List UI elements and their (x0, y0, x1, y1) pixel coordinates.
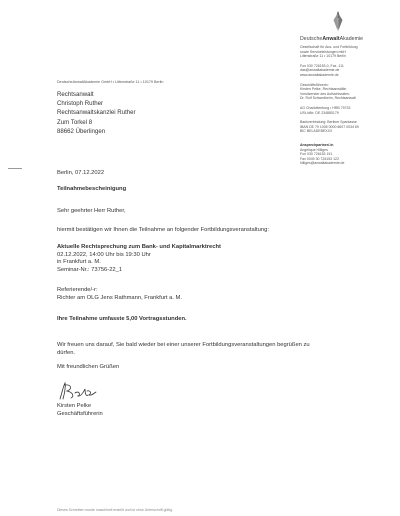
letter-date: Berlin, 07.12.2022 (57, 170, 105, 176)
company-contact-block: Fon 030 726153-0, Fax -111 das@anwaltakademie.de www.anwaltakademie.de (300, 63, 344, 77)
brand-name: DeutscheAnwaltAkademie (300, 36, 364, 42)
contact-person-block: Ansprechpartner/-in Angelique Hilliges Fon 030 726153 191 Fax 0049 30 726153 122 hilliges@anwaltakademie.de (300, 142, 345, 166)
speaker-block (57, 287, 297, 302)
signer-title: Geschäftsführerin (57, 410, 103, 417)
company-management-block: Geschäftsführerin: Kirsten Pelke, Rechtsanwältin Vorsitzender des Aufsichtsrates: Dr. Rolf Schwedhelm, Rechtsanwalt (300, 82, 356, 101)
company-register-block: AG Charlottenburg • HRB 79733 USt-IdNr. DE 234880179 (300, 105, 351, 115)
course-location: in Frankfurt a. M. (57, 259, 101, 266)
company-address-block: Gesellschaft für Aus- und Fortbildung sowie Serviceleistungen mbH Littenstraße 11 • 10179 Berlin (300, 45, 358, 59)
letter-greeting: Sehr geehrter Herr Ruther, (57, 208, 126, 214)
course-details (57, 244, 297, 274)
company-info-sidebar (300, 45, 392, 166)
footer-note: Dieses Schreiben wurde maschinell erstellt und ist ohne Unterschrift gültig. (57, 508, 173, 512)
course-title: Aktuelle Rechtsprechung zum Bank- und Kapitalmarktrecht (57, 244, 221, 250)
course-date: 02.12.2022, 14:00 Uhr bis 19:30 Uhr (57, 251, 151, 258)
letter-outro: Wir freuen uns darauf, Sie bald wieder bei einer unserer Fortbildungsveranstaltungen begrüßen zu dürfen. (57, 342, 310, 356)
quill-icon (330, 10, 346, 34)
signer-block (57, 403, 103, 418)
company-bank-block: Bankverbindung: Berliner Sparkasse IBAN DE 79 1005 0000 6607 0034 69 BIC BELADEBEXXX (300, 120, 359, 134)
speaker-value: Richter am OLG Jens Rathmann, Frankfurt a. M. (57, 294, 182, 301)
sender-return-line: DeutscheAnwaltAkademie GmbH • Littenstraße 11 • 10179 Berlin (57, 80, 164, 84)
letter-closing: Mit freundlichen Grüßen (57, 364, 120, 370)
recipient-address: Rechtsanwalt Christoph Ruther Rechtsanwaltskanzlei Ruther Zum Torkel 8 88662 Überlingen (57, 91, 136, 135)
fold-mark (8, 168, 22, 169)
signer-name: Kirsten Pelke (57, 403, 92, 409)
handwritten-signature (57, 381, 97, 401)
course-seminar-number: Seminar-Nr.: 73756-22_1 (57, 266, 123, 273)
letter-subject: Teilnahmebescheinigung (57, 186, 127, 192)
letter-intro: hiermit bestätigen wir Ihnen die Teilnahme an folgender Fortbildungsveranstaltung: (57, 227, 269, 233)
participation-hours: Ihre Teilnahme umfasste 5,00 Vortragsstunden. (57, 316, 187, 322)
speaker-label: Referierende/-r: (57, 287, 98, 293)
